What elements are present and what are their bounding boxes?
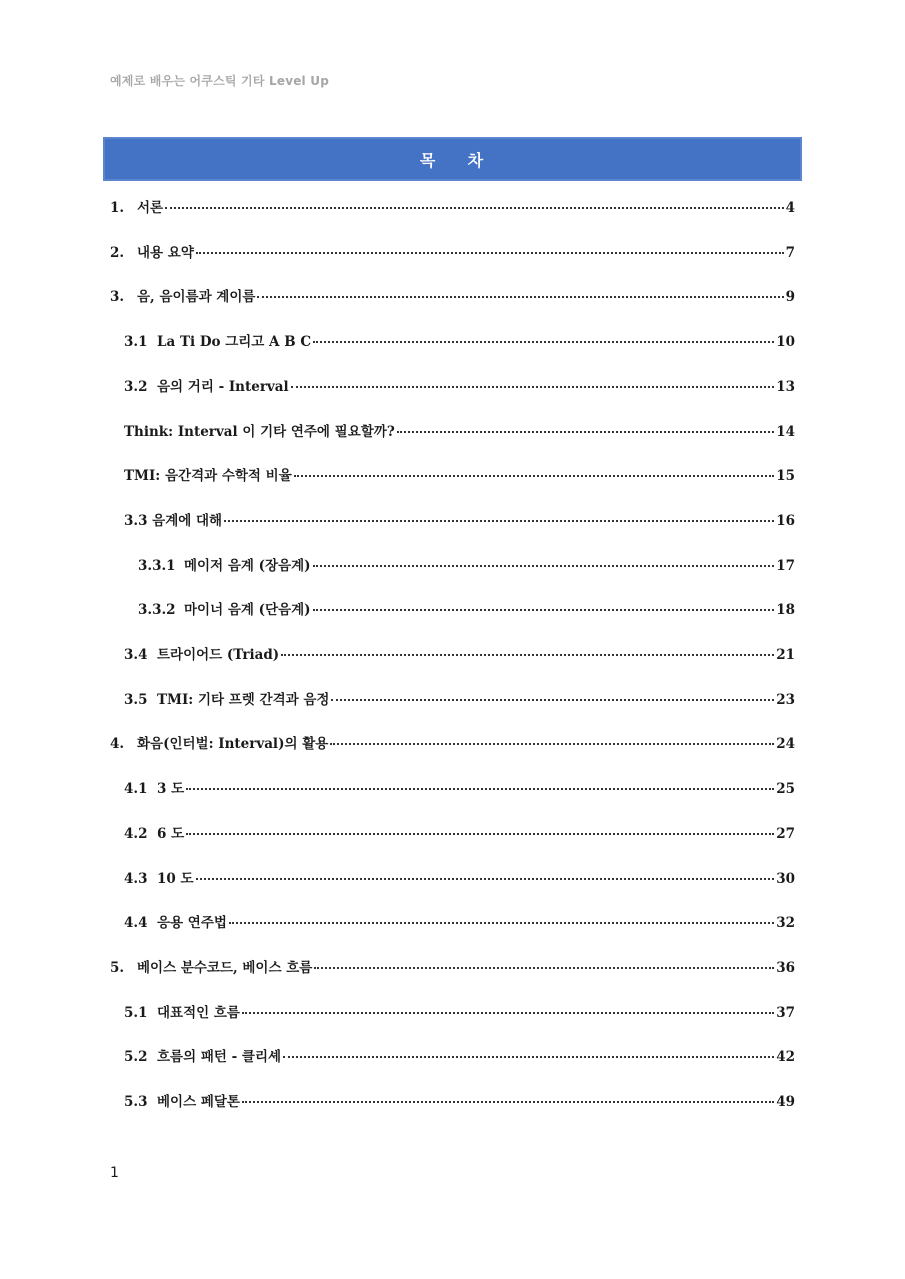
toc-entry-title: 음, 음이름과 계이름: [137, 289, 256, 305]
toc-entry-page: 23: [776, 692, 795, 708]
toc-entry-title: 음의 거리 - Interval: [157, 379, 289, 395]
toc-dot-leader: [281, 654, 774, 656]
toc-entry-title: 내용 요약: [137, 245, 194, 261]
toc-entry[interactable]: [124, 330, 795, 350]
toc-entry[interactable]: [124, 688, 795, 708]
toc-entry[interactable]: [124, 911, 795, 931]
toc-dot-leader: [313, 565, 775, 567]
toc-entry[interactable]: [110, 241, 795, 261]
toc-entry-title: 트라이어드 (Triad): [157, 647, 280, 663]
toc-entry[interactable]: [110, 956, 795, 976]
page-number: 1: [110, 1165, 119, 1181]
toc-entry-page: 15: [776, 468, 795, 484]
toc-entry-page: 37: [776, 1005, 795, 1021]
toc-entry[interactable]: [124, 464, 795, 484]
toc-entry-page: 24: [776, 736, 795, 752]
toc-entry-number: 5.: [110, 960, 125, 976]
toc-dot-leader: [291, 386, 775, 388]
toc-entry[interactable]: [124, 420, 795, 440]
toc-entry[interactable]: [124, 822, 795, 842]
toc-title: 목 차: [419, 150, 486, 170]
toc-dot-leader: [314, 967, 774, 969]
toc-dot-leader: [186, 833, 774, 835]
toc-entry-number: 4.1: [124, 781, 148, 797]
toc-entry-title: 서론: [137, 200, 164, 216]
toc-entry-number: 2.: [110, 245, 125, 261]
toc-entry-page: 25: [776, 781, 795, 797]
toc-entry-title: 베이스 페달톤: [157, 1094, 240, 1110]
toc-dot-leader: [186, 788, 774, 790]
toc-entry-page: 27: [776, 826, 795, 842]
toc-dot-leader: [242, 1012, 774, 1014]
toc-entry-page: 13: [776, 379, 795, 395]
toc-entry[interactable]: [110, 285, 795, 305]
toc-dot-leader: [165, 207, 784, 209]
toc-entry-page: 36: [776, 960, 795, 976]
toc-entry[interactable]: [138, 598, 795, 618]
toc-dot-leader: [196, 878, 775, 880]
toc-entry-number: 3.5: [124, 692, 148, 708]
toc-dot-leader: [313, 609, 775, 611]
toc-entry-title: 대표적인 흐름: [157, 1005, 240, 1021]
toc-entry[interactable]: [124, 1001, 795, 1021]
toc-entry-number: 4.4: [124, 915, 148, 931]
toc-entry-number: 3.1: [124, 334, 148, 350]
toc-entry-number: 5.2: [124, 1049, 148, 1065]
running-header: 예제로 배우는 어쿠스틱 기타 Level Up: [110, 74, 329, 88]
toc-dot-leader: [294, 475, 774, 477]
toc-dot-leader: [330, 743, 774, 745]
toc-entry-page: 17: [776, 558, 795, 574]
toc-dot-leader: [196, 252, 784, 254]
toc-entry-title: TMI: 기타 프렛 간격과 음정: [157, 692, 330, 708]
toc-entry[interactable]: [124, 867, 795, 887]
toc-entry[interactable]: [124, 643, 795, 663]
toc-entry-page: 49: [776, 1094, 795, 1110]
toc-entry-number: 4.: [110, 736, 125, 752]
toc-entry-title: Think: Interval 이 기타 연주에 필요할까?: [124, 424, 395, 440]
toc-entry[interactable]: [138, 554, 795, 574]
toc-entry-number: 3.4: [124, 647, 148, 663]
toc-banner: [103, 137, 802, 181]
toc-entry[interactable]: [110, 196, 795, 216]
toc-entry[interactable]: [124, 1090, 795, 1110]
toc-entry-page: 7: [785, 245, 795, 261]
toc-entry-page: 21: [776, 647, 795, 663]
toc-dot-leader: [224, 520, 774, 522]
toc-entry-number: 3.3.1: [138, 558, 176, 574]
toc-entry[interactable]: [110, 732, 795, 752]
toc-entry-number: 3.3.2: [138, 602, 176, 618]
toc-entry-title: 3.3 음계에 대해: [124, 513, 223, 529]
toc-dot-leader: [331, 699, 774, 701]
toc-entry-page: 32: [776, 915, 795, 931]
toc-entry-number: 3.2: [124, 379, 148, 395]
toc-entry-page: 42: [776, 1049, 795, 1065]
toc-dot-leader: [313, 341, 774, 343]
toc-entry-title: TMI: 음간격과 수학적 비율: [124, 468, 292, 484]
toc-entry-number: 4.3: [124, 871, 148, 887]
toc-entry-page: 10: [776, 334, 795, 350]
toc-entry[interactable]: [124, 375, 795, 395]
toc-entry[interactable]: [124, 777, 795, 797]
toc-entry-number: 5.1: [124, 1005, 148, 1021]
toc-dot-leader: [229, 922, 774, 924]
toc-entry-page: 18: [776, 602, 795, 618]
toc-entry-number: 5.3: [124, 1094, 148, 1110]
toc-entry-number: 3.: [110, 289, 125, 305]
toc-entry-title: 화음(인터벌: Interval)의 활용: [137, 736, 329, 752]
toc-entry-page: 14: [776, 424, 795, 440]
toc-entry-page: 9: [785, 289, 795, 305]
toc-entry-number: 1.: [110, 200, 125, 216]
toc-entry[interactable]: [124, 509, 795, 529]
toc-dot-leader: [242, 1101, 774, 1103]
toc-entry-title: La Ti Do 그리고 A B C: [157, 334, 312, 350]
toc-entry[interactable]: [124, 1045, 795, 1065]
toc-dot-leader: [283, 1056, 774, 1058]
toc-entry-title: 메이저 음계 (장음계): [184, 558, 311, 574]
toc-entry-page: 30: [776, 871, 795, 887]
toc-dot-leader: [397, 431, 774, 433]
toc-entry-title: 흐름의 패턴 - 클리셰: [157, 1049, 282, 1065]
toc-entry-page: 4: [785, 200, 795, 216]
toc-entry-title: 10 도: [157, 871, 194, 887]
toc-dot-leader: [257, 296, 783, 298]
toc-entry-title: 응용 연주법: [157, 915, 227, 931]
toc-entry-title: 6 도: [157, 826, 185, 842]
toc-entry-number: 4.2: [124, 826, 148, 842]
toc-entry-title: 3 도: [157, 781, 185, 797]
toc-entry-title: 마이너 음계 (단음계): [184, 602, 311, 618]
toc-entry-page: 16: [776, 513, 795, 529]
toc-entry-title: 베이스 분수코드, 베이스 흐름: [137, 960, 313, 976]
